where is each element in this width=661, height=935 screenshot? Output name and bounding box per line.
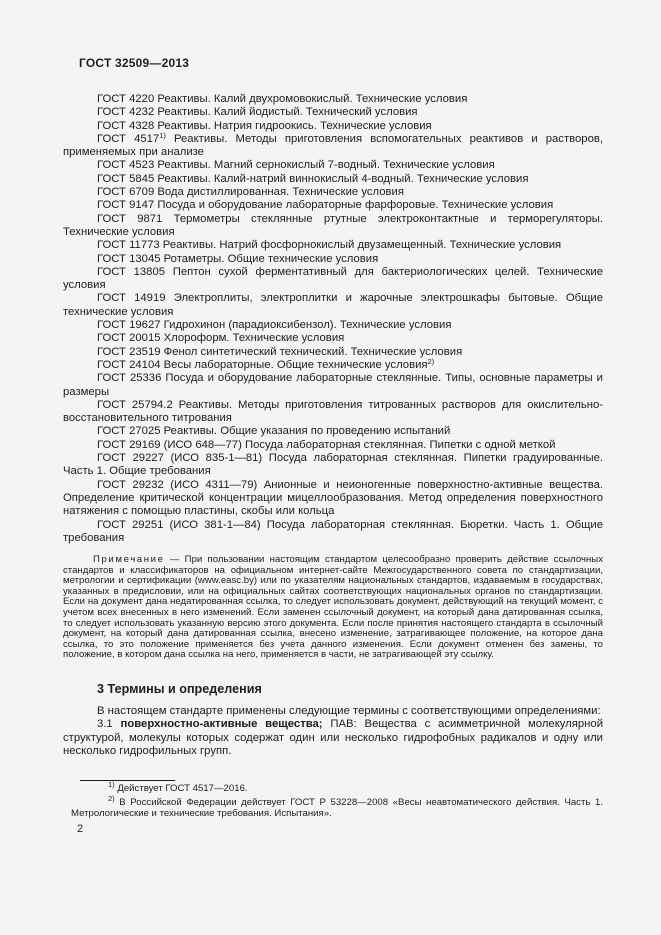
reference-item	[63, 130, 603, 160]
reference-item: ГОСТ 29169 (ИСО 648—77) Посуда лабораторная стеклянная. Пипетки с одной меткой	[97, 438, 556, 451]
footnote-item	[71, 794, 603, 819]
reference-item: ГОСТ 29232 (ИСО 4311—79) Анионные и неионогенные поверхностно-активные вещества. Определение критической концентрации мицеллообразования. Метод определения поверхностного натяжения с помощью пластины, скобы или кольца	[63, 478, 603, 518]
reference-item: ГОСТ 4220 Реактивы. Калий двухромовокислый. Технические условия	[97, 93, 468, 105]
reference-item: ГОСТ 11773 Реактивы. Натрий фосфорнокислый двузамещенный. Технические условия	[97, 239, 562, 252]
reference-text: ГОСТ 24104 Весы лабораторные. Общие технические условия	[97, 358, 428, 371]
reference-item: ГОСТ 4523 Реактивы. Магний сернокислый 7-водный. Технические условия	[97, 159, 495, 172]
reference-text: ГОСТ 4517	[97, 132, 160, 145]
note-text: — При пользовании настоящим стандартом целесообразно проверить действие ссылочных стандартов и классификаторов на официальном интернет-сайте Межгосударственного совета по стандартизации, метрологии и сертификации (www.easc.by) или по указателям национальных стандартов, издаваемым в государствах, указанных в предисловии, или на официальных сайтах соответствующих национальных органов по стандартизации. Если на документ дана недатированная ссылка, то следует использовать документ, действующий на текущий момент, с учетом всех внесенных в него изменений. Если заменен ссылочный документ, на который дана датированная ссылка, то следует использовать указанную версию этого документа. Если после принятия настоящего стандарта в ссылочный документ, на который дана датированная ссылка, внесено изменение, затрагивающее положение, на которое дана ссылка, то это положение применяется без учета данного изменения. Если документ отменен без замены, то положение, в котором дана ссылка на него, применяется в части, не затрагивающей эту ссылку.	[63, 554, 603, 661]
reference-item: ГОСТ 13045 Ротаметры. Общие технические условия	[97, 252, 379, 265]
reference-item: ГОСТ 23519 Фенол синтетический технический. Технические условия	[97, 345, 463, 358]
reference-item: ГОСТ 4328 Реактивы. Натрия гидроокись. Технические условия	[97, 119, 432, 132]
footnote-rule	[80, 780, 175, 781]
reference-item: ГОСТ 5845 Реактивы. Калий-натрий виннокислый 4-водный. Технические условия	[97, 172, 529, 185]
footnote-marker: 1)	[108, 779, 115, 789]
reference-item: ГОСТ 20015 Хлороформ. Технические условия	[97, 332, 345, 345]
term-definition	[63, 718, 603, 758]
reference-item: ГОСТ 19627 Гидрохинон (парадиоксибензол). Технические условия	[97, 319, 452, 332]
footnotes-section	[71, 780, 603, 820]
reference-item: ГОСТ 14919 Электроплиты, электроплитки и жарочные электрошкафы бытовые. Общие технические условия	[63, 292, 603, 318]
section-heading: 3 Термины и определения	[97, 682, 262, 697]
reference-text: Реактивы. Методы приготовления вспомогательных реактивов и растворов, применяемых при анализе	[63, 132, 603, 159]
references-section	[63, 93, 603, 545]
term-name: поверхностно-активные вещества;	[120, 718, 323, 731]
running-header: ГОСТ 32509—2013	[79, 56, 190, 70]
footnote-item	[71, 779, 603, 795]
reference-item: ГОСТ 25794.2 Реактивы. Методы приготовления титрованных растворов для окислительно-восстановительного титрования	[63, 398, 603, 425]
page-number: 2	[77, 823, 84, 836]
reference-item: ГОСТ 25336 Посуда и оборудование лабораторные стеклянные. Типы, основные параметры и размеры	[63, 372, 603, 398]
footnote-text: Действует ГОСТ 4517—2016.	[114, 782, 248, 794]
reference-item: ГОСТ 6709 Вода дистиллированная. Технические условия	[97, 186, 404, 199]
footnote-ref-marker: 2)	[427, 356, 435, 366]
reference-item: ГОСТ 9871 Термометры стеклянные ртутные электроконтактные и терморегуляторы. Технические условия	[63, 212, 603, 238]
terms-intro: В настоящем стандарте применены следующие термины с соответствующими определениями:	[97, 705, 601, 718]
reference-item: ГОСТ 13805 Пептон сухой ферментативный для бактериологических целей. Технические условия	[63, 265, 603, 292]
note-paragraph	[63, 555, 603, 661]
reference-item: ГОСТ 9147 Посуда и оборудование лабораторные фарфоровые. Технические условия	[97, 199, 554, 212]
footnote-marker: 2)	[108, 794, 115, 804]
reference-item: ГОСТ 27025 Реактивы. Общие указания по проведению испытаний	[97, 425, 451, 438]
footnote-text: В Российской Федерации действует ГОСТ Р 53228—2008 «Весы неавтоматического действия. Часть 1. Метрологические и технические требования. Испытания».	[71, 797, 603, 819]
reference-item: ГОСТ 4232 Реактивы. Калий йодистый. Технический условия	[97, 106, 418, 119]
reference-item: ГОСТ 29251 (ИСО 381-1—84) Посуда лабораторная стеклянная. Бюретки. Часть 1. Общие требования	[63, 518, 603, 544]
reference-item: ГОСТ 29227 (ИСО 835-1—81) Посуда лабораторная стеклянная. Пипетки градуированные. Часть 1. Общие требования	[63, 452, 603, 478]
term-number: 3.1	[97, 718, 121, 731]
term-description: ПАВ: Вещества с асимметричной молекулярной структурой, молекулы которых содержат один или несколько гидрофобных радикалов и одну или несколько гидрофильных групп.	[63, 718, 604, 758]
note-label: Примечание	[93, 554, 165, 566]
footnote-ref-marker: 1)	[159, 130, 166, 140]
reference-item	[63, 356, 603, 372]
